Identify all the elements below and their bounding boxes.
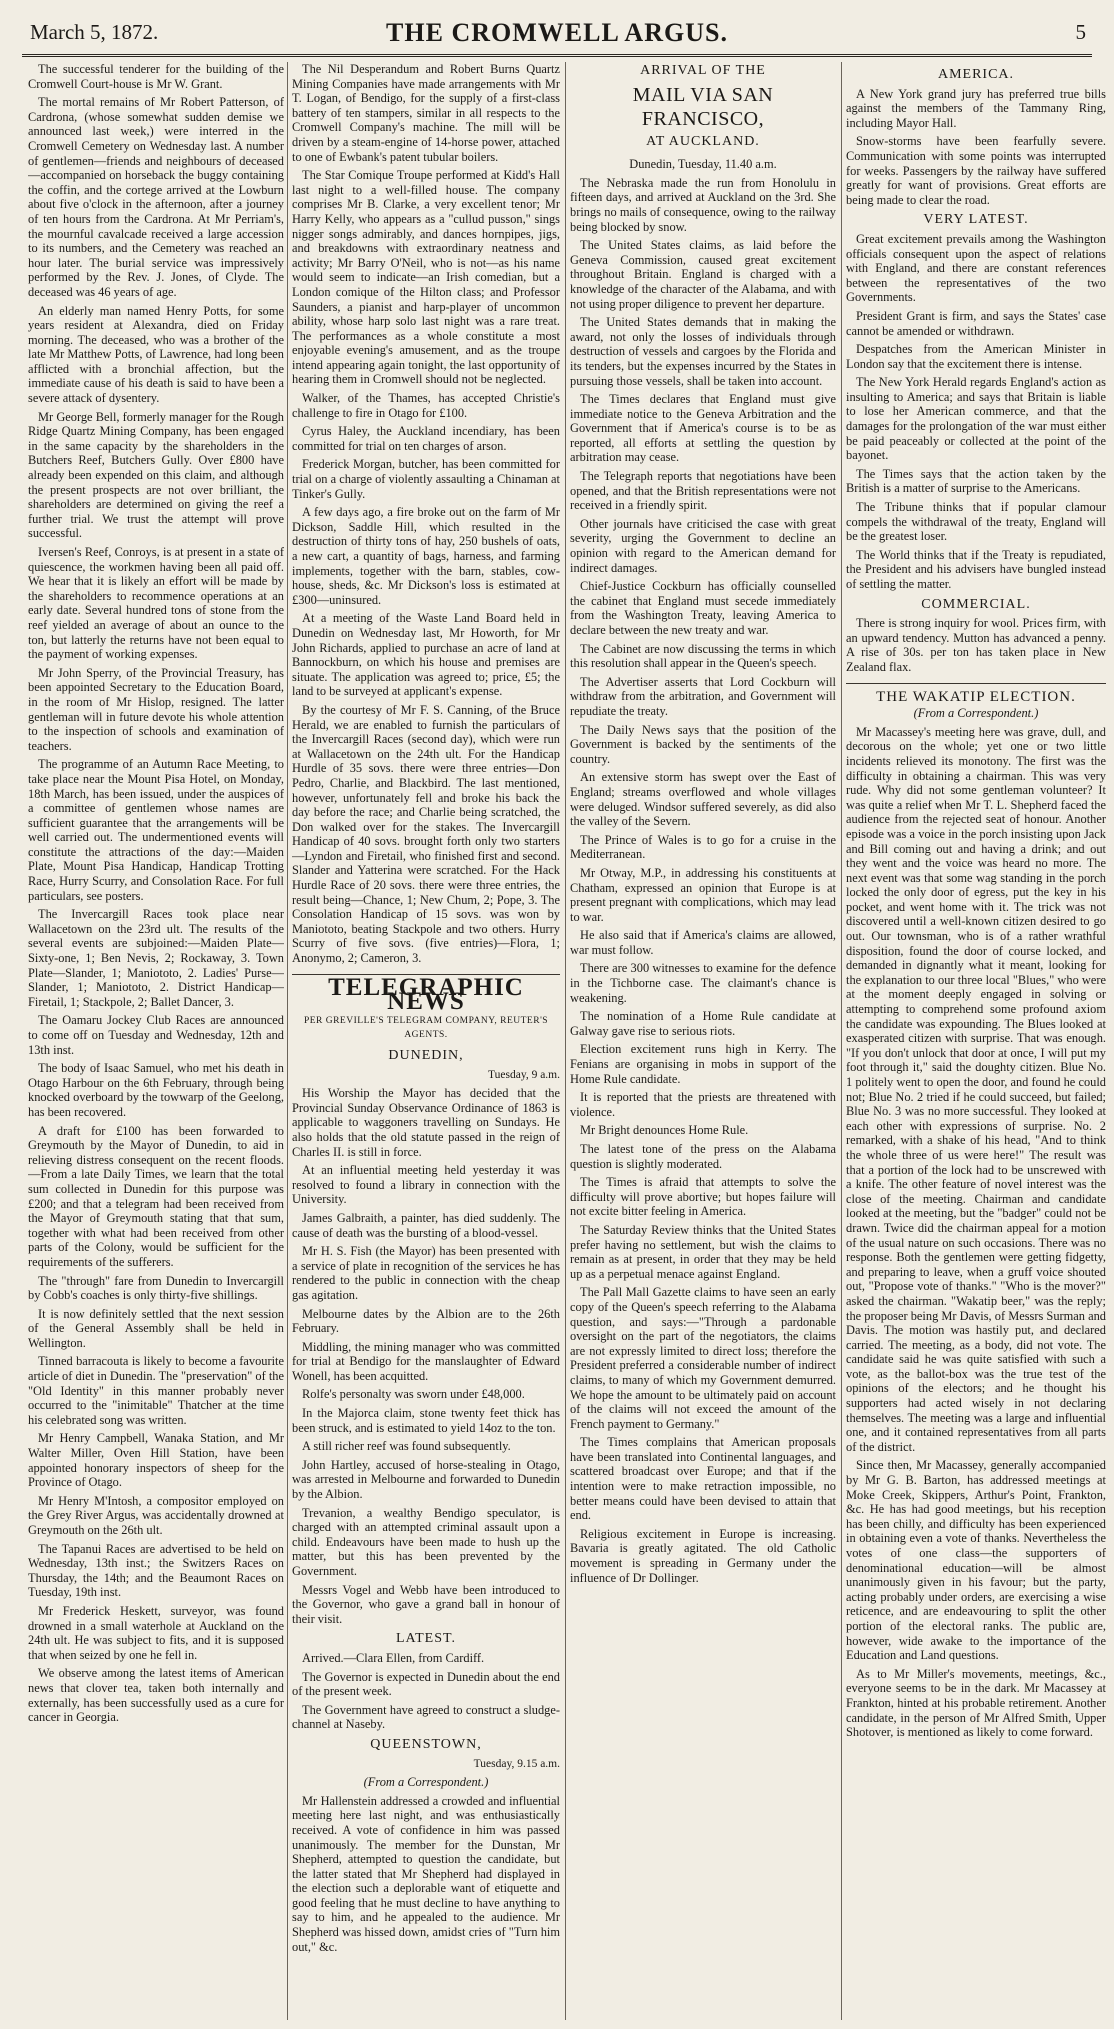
telegram-paragraph: In the Majorca claim, stone twenty feet thick has been struck, and is estimated to yield 14oz to the ton. [292,1406,560,1435]
mail-paragraph: The Saturday Review thinks that the United States prefer having no settlement, but wish the claims to remain as at present, in order that they may be held up as a perpetual menace against England. [570,1222,836,1281]
newspaper-title: THE CROMWELL ARGUS. [386,18,728,47]
mail-paragraph: The United States demands that in making the award, not only the losses of individuals through destruction of vessels and cargoes by the Florida and its tenders, but the expenses incurred by the States in pursuing those vessels, shall be taken into account. [570,315,836,388]
very-latest-paragraph: Despatches from the American Minister in London say that the excitement there is intense. [846,342,1106,371]
latest-heading: LATEST. [395,1631,456,1647]
mail-paragraph: Mr Otway, M.P., in addressing his constituents at Chatham, expressed an opinion that Europe is at present pregnant with complications, which may lead to war. [570,865,836,924]
news-paragraph: Mr George Bell, formerly manager for the Rough Ridge Quartz Mining Company, has been engaged in the same capacity by the shareholders in the Butchers Reef, Butchers Gully. Over £800 have already been expended on this claim, and although the present prospects are not over brilliant, the shareholders are determined on giving the reef a further trial. We trust the attempt will prove successful. [28,409,284,541]
column-rule [287,62,288,2020]
wakatip-paragraph: As to Mr Miller's movements, meetings, &c., everyone seems to be in the dark. Mr Macassey at Frankton, hinted at his probable retirement. Another candidate, in the person of Mr Alfred Smith, Upper Shotover, is mentioned as likely to come forward. [846,1666,1106,1740]
mail-paragraph: The United States claims, as laid before the Geneva Commission, caused great excitement throughout Britain. England is charged with a knowledge of the character of the Alabama, and with not using proper diligence to prevent her departure. [570,238,836,311]
news-paragraph: Walker, of the Thames, has accepted Christie's challenge to fire in Otago for £100. [292,391,560,420]
news-paragraph: An elderly man named Henry Potts, for some years resident at Alexandra, died on Friday morning. The deceased, who was a brother of the late Mr Matthew Potts, of Lawrence, had long been afflicted with a bronchial affection, but the immediate cause of his death is said to have been a severe attack of dysentery. [28,303,284,406]
news-paragraph: Mr Henry Campbell, Wanaka Station, and Mr Walter Miller, Oven Hill Station, have been appointed honorary inspectors of sheep for the Province of Otago. [28,1431,284,1490]
news-paragraph: It is now definitely settled that the next session of the General Assembly shall be held in Wellington. [28,1306,284,1350]
queenstown-dateline: Tuesday, 9.15 a.m. [473,1757,560,1770]
arrival-heading: ARRIVAL OF THE [640,63,766,78]
america-heading: AMERICA. [937,67,1015,82]
telegram-paragraph: Rolfe's personalty was sworn under £48,000. [302,1387,525,1402]
issue-date: March 5, 1872. [30,20,159,44]
telegram-paragraph: Mr H. S. Fish (the Mayor) has been presented with a service of plate in recognition of the services he has rendered to the public in connection with the cheap gas agitation. [292,1244,560,1302]
latest-paragraph: Arrived.—Clara Ellen, from Cardiff. [302,1650,485,1665]
mail-paragraph: The Advertiser asserts that Lord Cockburn will withdraw from the arbitration, and Government will repudiate the treaty. [570,674,836,718]
mail-paragraph: Mr Bright denounces Home Rule. [580,1123,749,1138]
mail-paragraph: Election excitement runs high in Kerry. The Fenians are organising in mobs in support of the Home Rule candidate. [570,1042,836,1086]
mail-paragraph: The Telegraph reports that negotiations have been opened, and that the British representations were not received in a friendly spirit. [570,469,836,513]
mail-paragraph: Religious excitement in Europe is increasing. Bavaria is greatly agitated. The old Catholic movement is spreading in Germany under the influence of Dr Dollinger. [570,1526,836,1585]
mail-heading: MAIL VIA SAN FRANCISCO, [632,83,774,130]
telegram-agency-line: PER GREVILLE'S TELEGRAM COMPANY, REUTER'S AGENTS. [303,1015,549,1041]
dunedin-place-heading: DUNEDIN, [388,1048,464,1063]
mail-paragraph: The Nebraska made the run from Honolulu in fifteen days, and arrived at Auckland on the 3rd. She brings no mails of consequence, owing to the railway being blocked by snow. [570,175,836,234]
news-paragraph: By the courtesy of Mr F. S. Canning, of the Bruce Herald, we are enabled to furnish the particulars of the Invercargill Races (second day), which were run at Wallacetown on the 24th ult. For the Handicap Hurdle of 35 sovs. there were three entries—Don Pedro, Charlie, and Blackbird. The last mentioned, however, unfortunately fell and broke his back the day before the race; and Charlie being scratched, the Don walked over for the stakes. The Invercargill Handicap of 40 sovs. brought forth only two starters—Lyndon and Firetail, who finished first and second. Slander and Yatterina were scratched. For the Hack Hurdle Race of 20 sovs. there were three entries, the result being—Chance, 1; New Chum, 2; Pope, 3. The Consolation Handicap of 15 sovs. was won by Maniototo, beating Stackpole and two others. Hurry Scurry of five sovs. (five entries)—Flora, 1; Anonymo, 2; Cameron, 3. [292,702,560,966]
news-paragraph: The Tapanui Races are advertised to be held on Wednesday, 13th inst.; the Switzers Races on Thursday, the 14th; and the Beaumont Races on Tuesday, 19th inst. [28,1541,284,1600]
column-2 [292,62,560,2020]
column-1 [28,62,284,2020]
news-paragraph: The "through" fare from Dunedin to Invercargill by Cobb's coaches is only thirty-five shillings. [28,1273,284,1303]
telegram-paragraph: A still richer reef was found subsequently. [302,1439,511,1454]
very-latest-paragraph: The Tribune thinks that if popular clamour compels the withdrawal of the treaty, England will be the greatest loser. [846,500,1106,544]
queenstown-paragraph: Mr Hallenstein addressed a crowded and influential meeting here last night, and was enthusiastically received. A vote of confidence in him was passed unanimously. The member for the Dunstan, Mr Shepherd, attempted to question the candidate, but the latter stated that Mr Shepherd had displayed in the election such a deplorable want of etiquette and good feeling that he must decline to have anything to say to him, and he appealed to the audience. Mr Shepherd was hissed down, amidst cries of "Turn him out," &c. [292,1793,560,1954]
telegram-paragraph: Melbourne dates by the Albion are to the 26th February. [292,1306,560,1336]
mail-paragraph: The Cabinet are now discussing the terms in which this resolution shall appear in the Queen's speech. [570,641,836,671]
news-paragraph: The Oamaru Jockey Club Races are announced to come off on Tuesday and Wednesday, 12th and 13th inst. [28,1013,284,1057]
news-paragraph: The mortal remains of Mr Robert Patterson, of Cardrona, (whose somewhat sudden demise we announced last week,) were interred in the Cromwell Cemetery on Wednesday last. A number of gentlemen—friends and neighbours of deceased—accompanied on horseback the buggy containing the coffin, and the cortege arrived at the Lowburn about five o'clock in the afternoon, after a journey of ten hours from the Cardrona. At Mr Perriam's, the mournful cavalcade received a large accession to its numbers, and the Cemetery was reached an hour later. The burial service was impressively performed by the Rev. J. Jones, of Clyde. The deceased was 46 years of age. [28,95,284,299]
news-paragraph: The body of Isaac Samuel, who met his death in Otago Harbour on the 6th February, through being knocked overboard by the towwarp of the Geelong, has been recovered. [28,1061,284,1119]
telegram-paragraph: James Galbraith, a painter, has died suddenly. The cause of death was the bursting of a blood-vessel. [292,1210,560,1240]
news-paragraph: Iversen's Reef, Conroys, is at present in a state of quiescence, the workmen having been all paid off. We hear that it is likely an effort will be made by the shareholders to recommence operations at an early date. Several hundred tons of stone from the reef yielded an average of about an ounce to the ton, but latterly the returns have not been equal to the payment of working expenses. [28,545,284,662]
commercial-paragraph: There is strong inquiry for wool. Prices firm, with an upward tendency. Mutton has advanced a penny. A rise of 30s. per ton has taken place in New Zealand flax. [846,616,1106,674]
america-paragraph: A New York grand jury has preferred true bills against the members of the Tammany Ring, including Mayor Hall. [846,86,1106,130]
very-latest-heading: VERY LATEST. [923,212,1029,228]
news-paragraph: A few days ago, a fire broke out on the farm of Mr Dickson, Saddle Hill, which resulted in the destruction of thirty tons of hay, 250 bushels of oats, a new cart, a quantity of bags, harness, and farming implements, together with the barn, stables, cow-house, sheds, &c. Mr Dickson's loss is estimated at £300—uninsured. [292,505,560,607]
auckland-heading: AT AUCKLAND. [646,133,760,149]
news-paragraph: Mr Henry M'Intosh, a compositor employed on the Grey River Argus, was accidentally drowned at Greymouth on the 26th ult. [28,1493,284,1537]
news-paragraph: Mr John Sperry, of the Provincial Treasury, has been appointed Secretary to the Education Board, in the room of Mr Hislop, resigned. The latter gentleman will in future devote his whole attention to the inspection of schools and examination of teachers. [28,665,284,753]
mail-paragraph: The Times is afraid that attempts to solve the difficulty will prove abortive; but hopes failure will not excite bitter feeling in America. [570,1175,836,1219]
mail-paragraph: The Times complains that American proposals have been translated into Continental languages, and scattered broadcast over Europe; and that if the intention were to make retraction impossible, no better means could have been devised to attain that end. [570,1435,836,1523]
column-rule [841,62,842,2020]
news-paragraph: Frederick Morgan, butcher, has been committed for trial on a charge of violently assaulting a Chinaman at Tinker's Gully. [292,457,560,501]
very-latest-paragraph: President Grant is firm, and says the States' case cannot be amended or withdrawn. [846,308,1106,338]
mail-paragraph: He also said that if America's claims are allowed, war must follow. [570,928,836,957]
mail-paragraph: Other journals have criticised the case with great severity, urging the Government to decline an opinion with regard to the American demand for indirect damages. [570,516,836,575]
very-latest-paragraph: Great excitement prevails among the Washington officials consequent upon the aspect of relations with England, and there are constant references between the representatives of the two Governments. [846,231,1106,305]
section-divider [846,683,1106,684]
correspondent-note: (From a Correspondent.) [363,1775,489,1790]
mail-paragraph: It is reported that the priests are threatened with violence. [570,1090,836,1119]
telegram-paragraph: Middling, the mining manager who was committed for trial at Bendigo for the manslaughter of Edward Wonell, has been acquitted. [292,1339,560,1383]
latest-paragraph: The Governor is expected in Dunedin about the end of the present week. [292,1669,560,1699]
news-paragraph: We observe among the latest items of American news that clover tea, taken both internally and externally, has been successfully used as a cure for cancer in Georgia. [28,1666,284,1725]
mail-paragraph: The nomination of a Home Rule candidate at Galway gave rise to serious riots. [570,1009,836,1038]
very-latest-paragraph: The World thinks that if the Treaty is repudiated, the President and his advisers have bungled instead of settling the matter. [846,547,1106,591]
column-rule [565,62,566,2020]
wakatip-election-heading: THE WAKATIP ELECTION. [876,688,1076,705]
wakatip-paragraph: Since then, Mr Macassey, generally accompanied by Mr G. B. Barton, has addressed meetings at Moke Creek, Skippers, Arthur's Point, Frankton, &c. He has had good meetings, but his reception has been chilly, and difficulty has been experienced in obtaining even a vote of thanks. Nevertheless the votes of one class—the supporters of denominational education—will be almost unanimously given in his favour; but the party, acting probably under orders, are exercising a wise reticence, and are endeavouring to split the other portion of the electoral ranks. The public are, however, wide awake to the importance of the Education and Land questions. [846,1458,1106,1663]
telegram-paragraph: At an influential meeting held yesterday it was resolved to found a library in connection with the University. [292,1163,560,1207]
news-paragraph: The Star Comique Troupe performed at Kidd's Hall last night to a well-filled house. The company comprises Mr B. Clarke, a very excellent tenor; Mr Harry Kelly, who appears as a "cullud pusson," sings nigger songs admirably, and dances hornpipes, jigs, and breakdowns with extraordinary neatness and activity; Mr Barry O'Neil, who is not—as his name would seem to indicate—an Irish comedian, but a London comique of the Hilton class; and Professor Saunders, a pianist and harp-player of uncommon ability, whose harp solo last night was a rare treat. The performances as a whole constitute a most enjoyable evening's amusement, and as the troupe intend appearing again tonight, the last opportunity of hearing them in Cromwell should not be neglected. [292,168,560,387]
telegram-paragraph: His Worship the Mayor has decided that the Provincial Sunday Observance Ordinance of 1863 is applicable to waggoners travelling on Sundays. He also holds that the old statute passed in the reign of Charles II. is still in force. [292,1086,560,1159]
mail-paragraph: The Daily News says that the position of the Government is backed by the sentiments of the country. [570,722,836,766]
news-paragraph: Mr Frederick Heskett, surveyor, was found drowned in a small waterhole at Auckland on the 24th ult. He was subject to fits, and it is supposed that when seized by one he fell in. [28,1603,284,1662]
news-paragraph: The programme of an Autumn Race Meeting, to take place near the Mount Pisa Hotel, on Monday, 18th March, has been issued, under the auspices of a committee of gentlemen whose names are sufficient guarantee that the arrangements will be well carried out. The undermentioned events will constitute the attractions of the day:—Maiden Plate, Mount Pisa Handicap, Handicap Trotting Race, Hurry Scurry, and Consolation Race. For full particulars, see posters. [28,757,284,903]
very-latest-paragraph: The New York Herald regards England's action as insulting to America; and says that Britain is liable to lose her American commerce, and that the damages for the prolongation of the war must either be paid peaceably or collected at the point of the bayonet. [846,375,1106,463]
very-latest-paragraph: The Times says that the action taken by the British is a matter of surprise to the Americans. [846,466,1106,496]
mail-paragraph: The Prince of Wales is to go for a cruise in the Mediterranean. [570,832,836,862]
news-paragraph: The successful tenderer for the building of the Cromwell Court-house is Mr W. Grant. [28,62,284,91]
queenstown-place-heading: QUEENSTOWN, [370,1736,482,1752]
latest-paragraph: The Government have agreed to construct a sludge-channel at Naseby. [292,1702,560,1732]
telegraphic-news-heading: TELEGRAPHIC NEWS [328,973,524,1016]
mail-dateline: Dunedin, Tuesday, 11.40 a.m. [629,157,777,172]
commercial-heading: COMMERCIAL. [921,596,1031,612]
news-paragraph: At a meeting of the Waste Land Board held in Dunedin on Wednesday last, Mr Howorth, for Mr John Richards, applied to purchase an acre of land at Bannockburn, on which his house and premises are situate. The application was agreed to; price, £5; the land to be surveyed at applicant's expense. [292,611,560,699]
mail-paragraph: The Pall Mall Gazette claims to have seen an early copy of the Queen's speech referring to the Alabama question, and says:—"Through a pardonable oversight on the part of the negotiators, the claims are not expressly limited to direct loss; therefore the President preferred a considerable number of indirect claims, to many of which my Government demurred. We hope the amount to be ultimately paid on account of the claims will not exceed the amount of the French payment to Germany." [570,1285,836,1431]
america-paragraph: Snow-storms have been fearfully severe. Communication with some points was interrupted for weeks. Passengers by the railway have suffered greatly for want of provisions. Great efforts are being made to clear the road. [846,134,1106,207]
news-paragraph: Cyrus Haley, the Auckland incendiary, has been committed for trial on ten charges of arson. [292,424,560,453]
dunedin-dateline: Tuesday, 9 a.m. [488,1068,560,1081]
column-4 [846,62,1106,2020]
news-paragraph: The Nil Desperandum and Robert Burns Quartz Mining Companies have made arrangements with Mr T. Logan, of Bendigo, for the supply of a first-class battery of ten stampers, similar in all respects to the Cromwell Company's machine. The mill will be driven by a steam-engine of 14-horse power, attached to one of Ewbank's patent tubular boilers. [292,62,560,164]
mail-paragraph: Chief-Justice Cockburn has officially counselled the cabinet that England must secede immediately from the Washington Treaty, leaving America to declare between the new treaty and war. [570,579,836,637]
telegram-paragraph: Messrs Vogel and Webb have been introduced to the Governor, who gave a grand ball in honour of their visit. [292,1582,560,1626]
wakatip-paragraph: Mr Macassey's meeting here was grave, dull, and decorous on the whole; yet one or two little incidents relieved its monotony. The first was the difficulty in obtaining a chairman. This was very rude. Why did not some gentleman volunteer? It was quite a relief when Mr T. L. Shepherd faced the audience from the rejected seat of honour. Another episode was a voice in the porch insisting upon Jack and Bill coming out and having a drink; and out they went and the voice was heard no more. The next event was that some wag standing in the porch locked the only door of egress, put the key in his pocket, and went home with it. The trick was not discovered until a well-known citizen desired to go out. Our townsman, who is of a rather wrathful disposition, found the door of course locked, and demanded in dignantly what it meant, looking for the explanation to our three local "Blues," who were at the moment deeply engaged in solving or attempting to comprehend some profound axiom the candidate was expounding. The Blues looked at exasperated citizen with surprise. That was enough. "If you don't unlock that door at once, I will put my foot through it," said the doughty citizen. Blue No. 1 politely went to open the door, and found he could not; Blue No. 2 tried if he could succeed, but failed; Blue No. 3 was no more successful. They looked at each other with expressions of surprise. No. 2 remarked, with a shake of his head, "And to think the whole three of us were here!" The result was that a portion of the lock had to be unscrewed with a knife. The other feature of novel interest was the close of the meeting. Chairman and candidate looked at the meeting, but the "badger" could not be drawn. Twice did the chairman appeal for a motion of the usual nature on such occasions. There was no response. Both the gentlemen were getting fidgetty, and preparing to leave, when a gruff voice shouted out, "Propose vote of thanks." "Who is the mover?" asked the chairman. "Wakatip beer," was the reply; the proposer being Mr Davis, of Messrs Surman and Davis. The motion was hastily put, and declared carried. The meeting, as a body, did not vote. The candidate said he was quite satisfied with such a vote, as the ballot-box was the true test of the opinions of the electors; and he thought his supporters had acted wisely in not declaring themselves. The meeting was a large and influential one, and it contained representatives from all parts of the district. [846,724,1106,1454]
mail-paragraph: There are 300 witnesses to examine for the defence in the Tichborne case. The claimant's chance is weakening. [570,961,836,1005]
telegram-paragraph: John Hartley, accused of horse-stealing in Otago, was arrested in Melbourne and forwarded to Dunedin by the Albion. [292,1457,560,1502]
news-paragraph: Tinned barracouta is likely to become a favourite article of diet in Dunedin. The "preservation" of the "Old Identity" in this manner probably never occurred to the "inimitable" Thatcher at the time his celebrated song was written. [28,1354,284,1427]
mail-paragraph: The Times declares that England must give immediate notice to the Geneva Arbitration and the Government that if America's course is to be as reported, all efforts at settling the question by arbitration may cease. [570,392,836,465]
correspondent-note: (From a Correspondent.) [913,706,1039,721]
page-number: 5 [1075,20,1086,44]
news-paragraph: A draft for £100 has been forwarded to Greymouth by the Mayor of Dunedin, to aid in relieving distress consequent on the recent floods. —From a late Daily Times, we learn that the total sum collected in Dunedin for this purpose was £200; and that a telegram had been received from the Mayor of Greymouth stating that that sum, together with what had been received from other parts of the Colony, would be sufficient for the requirements of the sufferers. [28,1123,284,1269]
news-paragraph: The Invercargill Races took place near Wallacetown on the 23rd ult. The results of the several events are subjoined:—Maiden Plate—Sixty-one, 1; Ben Nevis, 2; Rockaway, 3. Town Plate—Slander, 1; Maniototo, 2. Ladies' Purse—Slander, 1; Maniototo, 2. District Handicap—Firetail, 1; Stackpole, 2; Ballet Dancer, 3. [28,907,284,1009]
column-3 [570,62,836,2020]
telegram-paragraph: Trevanion, a wealthy Bendigo speculator, is charged with an attempted criminal assault upon a child. Endeavours have been made to hush up the matter, but this has been prevented by the Government. [292,1505,560,1578]
mail-paragraph: An extensive storm has swept over the East of England; streams overflowed and whole villages were deluged. Windsor suffered severely, as did also the valley of the Severn. [570,770,836,829]
masthead [22,14,1092,57]
mail-paragraph: The latest tone of the press on the Alabama question is slightly moderated. [570,1142,836,1171]
